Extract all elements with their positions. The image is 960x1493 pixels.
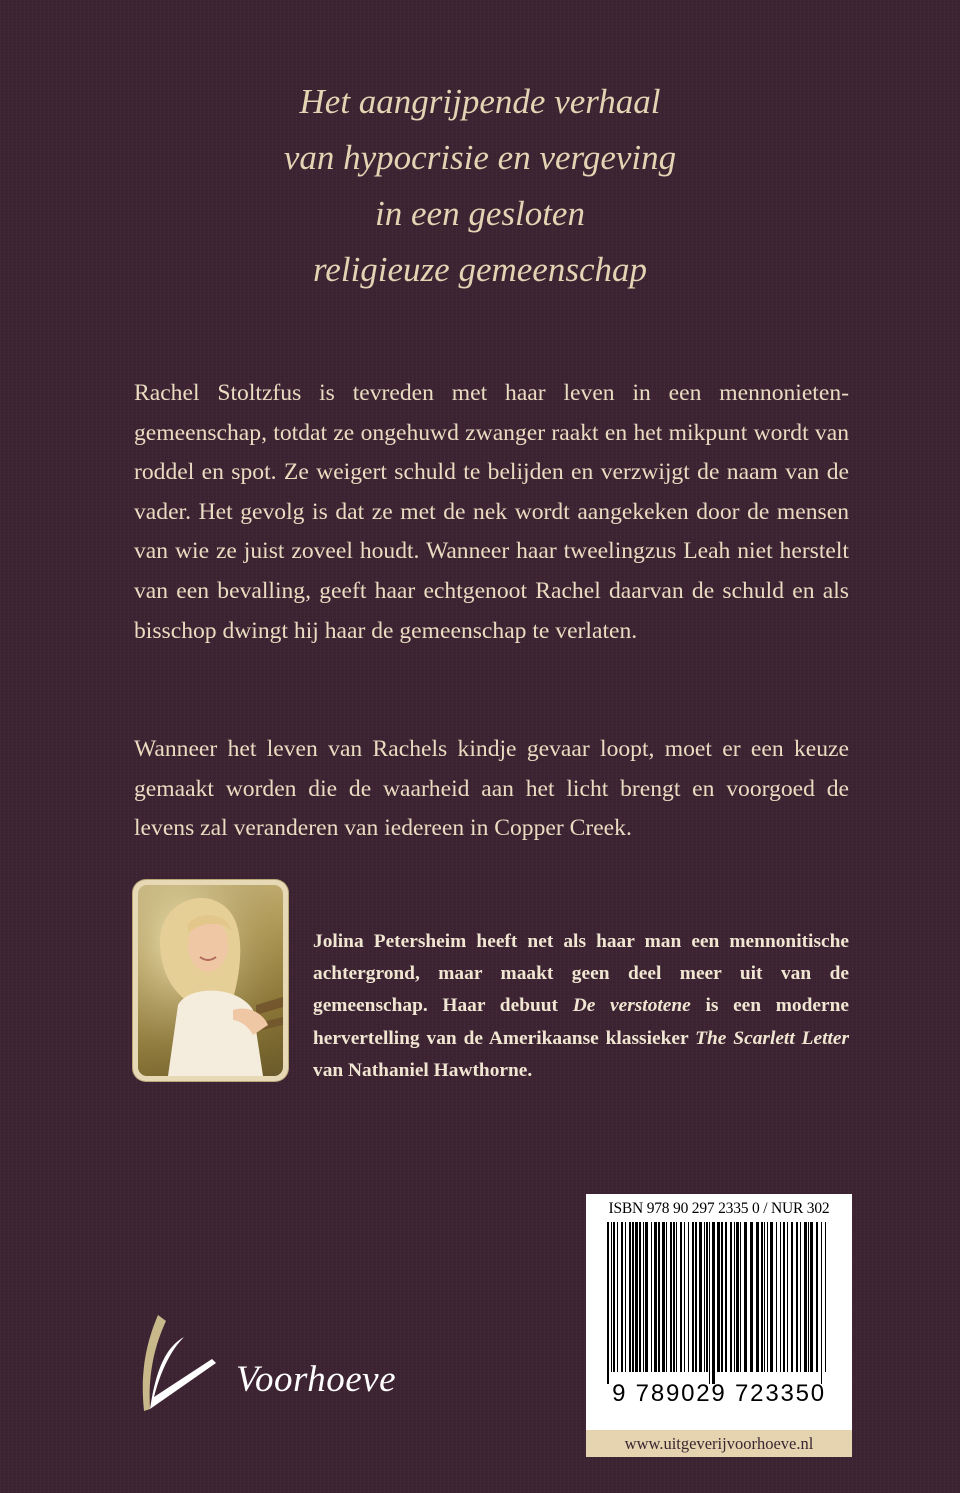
synopsis-paragraph-2: Wanneer het leven van Rachels kindje gevaar loopt, moet er een keuze gemaakt worden die de waarheid aan het licht brengt en voorgoed de levens zal veranderen van iedereen in Copper Creek. — [134, 736, 849, 842]
synopsis-paragraph-1: Rachel Stoltzfus is tevreden met haar leven in een mennonieten-gemeenschap, totdat ze ongehuwd zwanger raakt en het mikpunt wordt van roddel en spot. Ze weigert schuld te belijden en verzwijgt de naam van de vader. Het gevolg is dat ze met de nek wordt aangekeken door de mensen van wie ze juist zoveel houdt. Wanneer haar tweelingzus Leah niet herstelt van een bevalling, geeft haar echtgenoot Rachel daarvan de schuld en als bisschop dwingt hij haar de gemeenschap te verlaten. — [134, 380, 849, 644]
classic-title: The Scarlett Letter — [695, 1027, 849, 1049]
barcode-bar — [783, 1222, 785, 1372]
barcode-bar — [662, 1222, 665, 1372]
barcode-bar — [625, 1222, 626, 1372]
barcode-bar — [825, 1222, 826, 1372]
barcode-bar — [721, 1222, 723, 1372]
barcode-bar — [611, 1222, 612, 1372]
barcode-bar — [613, 1222, 615, 1372]
tagline-line-3: in een gesloten — [375, 194, 585, 233]
barcode-bar — [734, 1222, 735, 1372]
barcode-bar — [607, 1222, 609, 1384]
tagline-line-4: religieuze gemeenschap — [312, 250, 647, 289]
barcode-bar — [796, 1222, 798, 1372]
barcode-bar — [635, 1222, 638, 1372]
barcode-bar — [821, 1222, 822, 1384]
debut-title: De verstotene — [572, 995, 691, 1017]
barcode-bar — [767, 1222, 768, 1372]
barcode-bar — [651, 1222, 652, 1372]
author-bio-text-1: Jolina Petersheim heeft net als haar man een mennonitische achtergrond, maar maakt geen deel meer uit van de gemeenschap. Haar debuut — [313, 931, 849, 1017]
barcode-bar — [654, 1222, 657, 1372]
barcode-bar — [706, 1222, 708, 1372]
barcode-bar — [756, 1222, 759, 1372]
barcode-bar — [761, 1222, 763, 1372]
barcode-bar — [629, 1222, 631, 1372]
barcode-bar — [621, 1222, 623, 1372]
quill-logo-icon — [136, 1313, 226, 1413]
barcode-bar — [791, 1222, 793, 1372]
barcode-digits: 9 789029 723350 — [612, 1380, 826, 1407]
barcode-bar — [632, 1222, 634, 1372]
website-url[interactable]: www.uitgeverijvoorhoeve.nl — [586, 1430, 852, 1457]
barcode-bar — [808, 1222, 809, 1372]
barcode-box — [586, 1194, 852, 1430]
barcode-bar — [776, 1222, 777, 1372]
author-photo-frame — [133, 880, 288, 1081]
barcode-bar — [692, 1222, 694, 1372]
barcode-bar — [787, 1222, 788, 1372]
barcode-bar — [658, 1222, 660, 1372]
barcode-bar — [744, 1222, 747, 1372]
barcode-bar — [712, 1222, 715, 1384]
tagline — [0, 74, 960, 298]
barcode-bar — [680, 1222, 682, 1372]
barcode-bar — [688, 1222, 689, 1372]
barcode-bar — [816, 1222, 818, 1372]
barcode — [601, 1222, 837, 1384]
author-bio-text-2: is een moderne hervertelling van de Amerikaanse klassieker — [313, 995, 849, 1049]
barcode-bar — [709, 1222, 710, 1384]
barcode-bar — [800, 1222, 801, 1372]
author-bio — [313, 926, 849, 1087]
barcode-bar — [780, 1222, 781, 1372]
isbn-line: ISBN 978 90 297 2335 0 / NUR 302 — [608, 1200, 830, 1217]
barcode-bar — [670, 1222, 672, 1372]
barcode-bar — [804, 1222, 807, 1372]
author-bio-text-3: van Nathaniel Hawthorne. — [313, 1059, 533, 1081]
barcode-bar — [639, 1222, 641, 1372]
author-photo — [138, 885, 283, 1076]
barcode-bar — [643, 1222, 644, 1372]
barcode-bar — [730, 1222, 732, 1372]
barcode-bar — [695, 1222, 697, 1372]
tagline-line-2: van hypocrisie en vergeving — [283, 138, 677, 177]
barcode-bar — [740, 1222, 741, 1372]
barcode-bar — [617, 1222, 618, 1372]
publisher-name: Voorhoeve — [236, 1359, 396, 1400]
barcode-bar — [699, 1222, 702, 1372]
barcode-bar — [717, 1222, 720, 1372]
barcode-bar — [673, 1222, 675, 1372]
tagline-line-1: Het aangrijpende verhaal — [299, 82, 661, 121]
barcode-bar — [666, 1222, 667, 1372]
barcode-bar — [645, 1222, 648, 1372]
barcode-bar — [676, 1222, 677, 1372]
author-portrait-illustration — [138, 885, 283, 1076]
barcode-bar — [684, 1222, 685, 1372]
barcode-bar — [736, 1222, 739, 1372]
barcode-bar — [725, 1222, 727, 1372]
barcode-bar — [770, 1222, 773, 1372]
barcode-bar — [764, 1222, 765, 1372]
barcode-bar — [750, 1222, 753, 1372]
barcode-bar — [704, 1222, 705, 1372]
barcode-bar — [810, 1222, 813, 1372]
